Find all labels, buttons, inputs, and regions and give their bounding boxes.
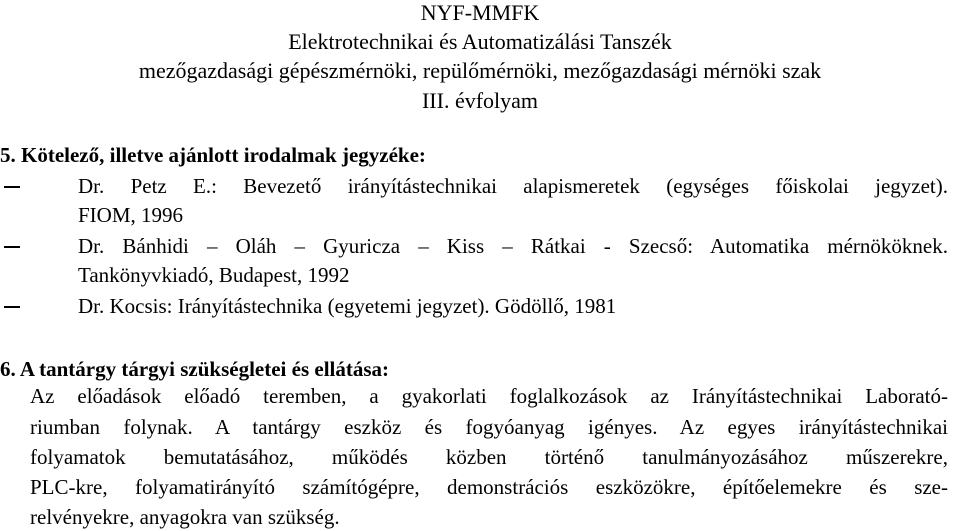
reference-2-line-1: Dr. Bánhidi – Oláh – Gyuricza – Kiss – Rátkai - Szecső: Automatika mérnököknek. xyxy=(78,234,948,258)
header-line-2: Elektrotechnikai és Automatizálási Tanszék xyxy=(288,29,672,54)
list-dash xyxy=(4,246,20,248)
list-dash xyxy=(4,186,20,188)
list-dash xyxy=(4,306,20,308)
reference-1-line-2: FIOM, 1996 xyxy=(78,203,184,227)
reference-3-line-1: Dr. Kocsis: Irányítástechnika (egyetemi jegyzet). Gödöllő, 1981 xyxy=(78,294,617,318)
paragraph-line-2: riumban folynak. A tantárgy eszköz és fogyóanyag igényes. Az egyes irányítástechnikai xyxy=(30,415,948,439)
header-line-1: NYF-MMFK xyxy=(420,0,540,25)
paragraph-line-5: relvényekre, anyagokra van szükség. xyxy=(30,505,340,529)
reference-1-line-1: Dr. Petz E.: Bevezető irányítástechnikai alapismeretek (egységes főiskolai jegyzet). xyxy=(78,174,948,198)
paragraph-line-3: folyamatok bemutatásához, működés közben történő tanulmányozásához műszerekre, xyxy=(30,445,948,469)
header-line-4: III. évfolyam xyxy=(421,88,539,113)
section-5-title: 5. Kötelező, illetve ajánlott irodalmak jegyzéke: xyxy=(0,143,426,167)
paragraph-line-4: PLC-kre, folyamatirányító számítógépre, demonstrációs eszközökre, építőelemekre és sze- xyxy=(30,475,948,499)
section-6-title: 6. A tantárgy tárgyi szükségletei és ellátása: xyxy=(0,357,390,381)
header-line-3: mezőgazdasági gépészmérnöki, repülőmérnöki, mezőgazdasági mérnöki szak xyxy=(138,58,822,83)
paragraph-line-1: Az előadások előadó teremben, a gyakorlati foglalkozások az Irányítástechnikai Laborató- xyxy=(30,384,948,408)
reference-2-line-2: Tankönyvkiadó, Budapest, 1992 xyxy=(78,263,350,287)
